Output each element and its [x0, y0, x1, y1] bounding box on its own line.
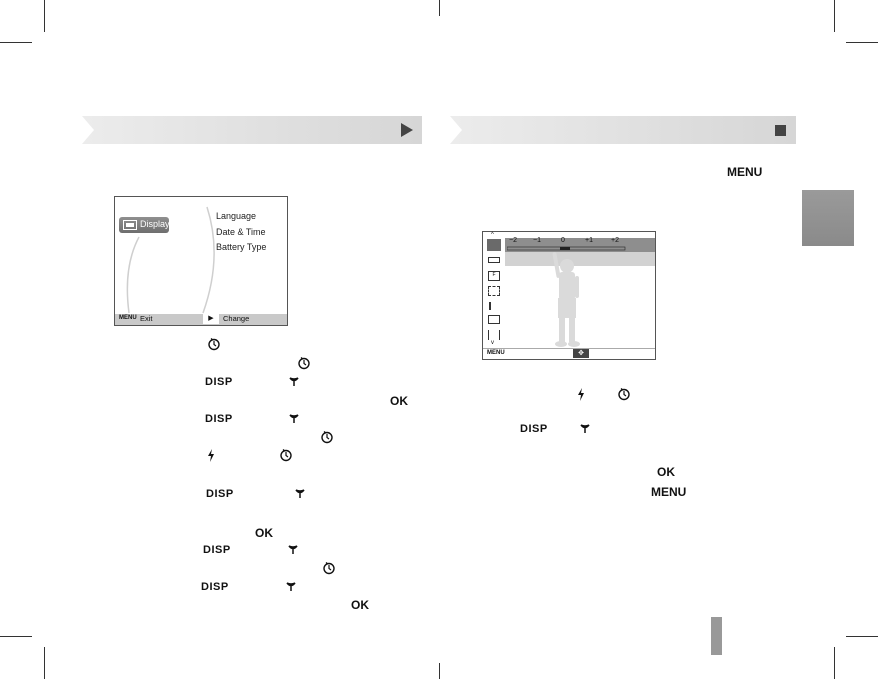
- focus-area-icon[interactable]: [488, 330, 500, 340]
- menu-arc-decoration: [115, 197, 287, 315]
- crop-mark: [439, 663, 440, 679]
- display-tab[interactable]: [119, 217, 169, 233]
- timer-icon: [207, 337, 221, 351]
- section-header-right: [450, 116, 796, 144]
- crop-mark: [0, 636, 32, 637]
- white-balance-icon[interactable]: [488, 315, 500, 324]
- ev-screen: [482, 231, 656, 360]
- menu-button-glyph: MENU: [727, 165, 763, 179]
- crop-mark: [834, 647, 835, 679]
- icon-column: [483, 232, 505, 350]
- flash-icon: [207, 449, 215, 462]
- ok-button-glyph: OK: [657, 465, 675, 479]
- crop-mark: [846, 42, 878, 43]
- crop-mark: [439, 0, 440, 16]
- change-label: Change: [223, 314, 250, 323]
- menu-footer-bar: [115, 314, 287, 325]
- macro-icon: [287, 543, 299, 555]
- ev-icon[interactable]: [487, 239, 501, 251]
- timer-icon: [297, 356, 311, 370]
- ev-tick-label: −2: [509, 237, 517, 244]
- crop-mark: [44, 0, 45, 32]
- child-silhouette: [543, 248, 593, 348]
- flash-icon: [577, 388, 585, 401]
- metering-icon[interactable]: [489, 302, 499, 310]
- section-header-left: [82, 116, 422, 144]
- up-caret-icon: ^: [491, 232, 494, 238]
- crop-mark: [846, 636, 878, 637]
- timer-icon: [279, 448, 293, 462]
- menu-button-glyph: MENU: [119, 315, 137, 321]
- crop-mark: [44, 647, 45, 679]
- menu-item-date-time[interactable]: Date & Time: [216, 227, 266, 237]
- ev-tick-label: 0: [561, 237, 565, 244]
- disp-button-glyph: DISP: [520, 423, 548, 435]
- navigation-pad-icon: ✥: [573, 349, 589, 358]
- crop-mark: [834, 0, 835, 32]
- ev-tick-label: +2: [611, 237, 619, 244]
- ev-footer-bar: [483, 348, 655, 359]
- full-size-icon[interactable]: F: [488, 271, 500, 281]
- display-tab-label: Display: [140, 219, 170, 229]
- quality-icon[interactable]: [488, 257, 500, 263]
- crop-mark: [0, 42, 32, 43]
- timer-icon: [320, 430, 334, 444]
- menu-item-battery-type[interactable]: Battery Type: [216, 242, 267, 252]
- exit-label: Exit: [140, 314, 153, 323]
- menu-button-glyph: MENU: [651, 485, 687, 499]
- side-tab: [802, 190, 854, 246]
- macro-icon: [288, 375, 300, 387]
- display-icon: [123, 220, 137, 230]
- down-caret-icon: v: [491, 340, 494, 346]
- disp-button-glyph: DISP: [205, 413, 233, 425]
- display-menu-screen: [114, 196, 288, 326]
- timer-icon: [617, 387, 631, 401]
- page-number-bar: [711, 617, 722, 655]
- timer-icon: [322, 561, 336, 575]
- disp-button-glyph: DISP: [205, 376, 233, 388]
- ev-tick-label: +1: [585, 237, 593, 244]
- stop-square-icon: [775, 125, 786, 136]
- disp-button-glyph: DISP: [201, 581, 229, 593]
- disp-button-glyph: DISP: [206, 488, 234, 500]
- macro-icon: [579, 422, 591, 434]
- menu-button-glyph: MENU: [487, 350, 505, 356]
- macro-icon: [294, 487, 306, 499]
- right-arrow-icon: ▶: [203, 314, 219, 324]
- ok-button-glyph: OK: [351, 598, 369, 612]
- macro-icon: [285, 580, 297, 592]
- next-page-arrow-icon: [400, 123, 414, 137]
- ev-tick-label: −1: [533, 237, 541, 244]
- ok-button-glyph: OK: [255, 526, 273, 540]
- disp-button-glyph: DISP: [203, 544, 231, 556]
- face-detect-icon[interactable]: [488, 286, 500, 296]
- macro-icon: [288, 412, 300, 424]
- ok-button-glyph: OK: [390, 394, 408, 408]
- menu-item-language[interactable]: Language: [216, 211, 257, 221]
